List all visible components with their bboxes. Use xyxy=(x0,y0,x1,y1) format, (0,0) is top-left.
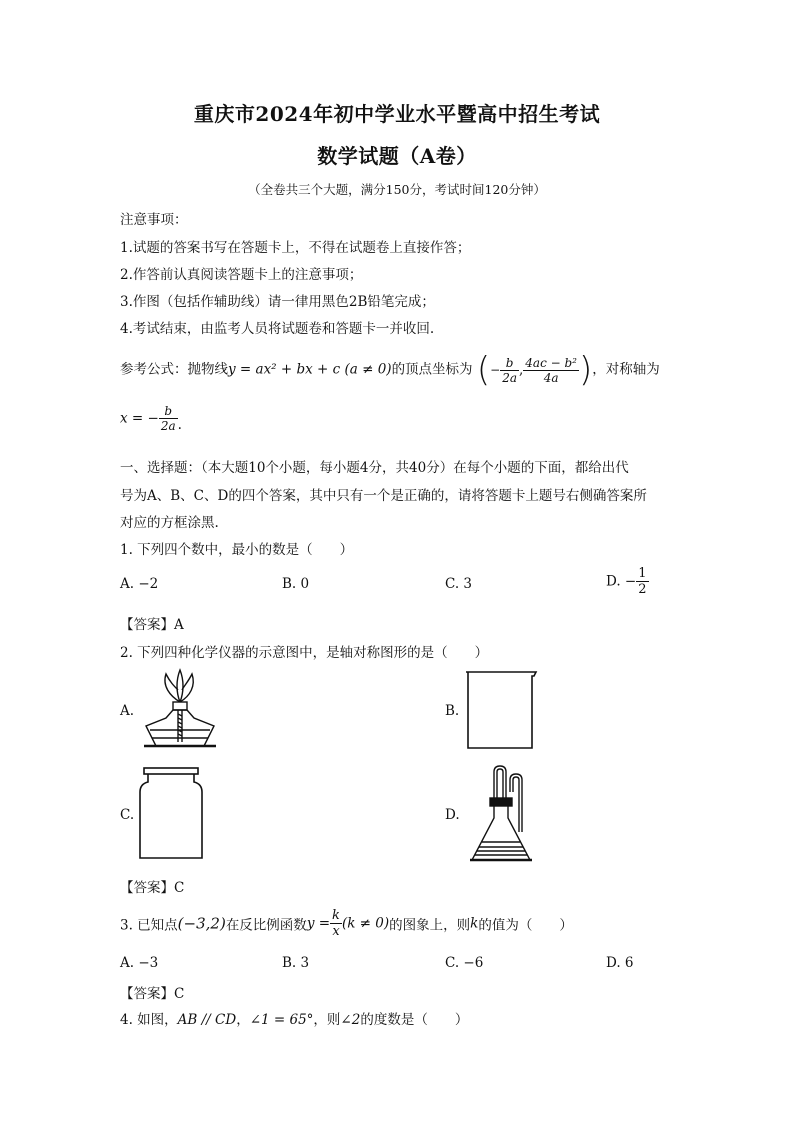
notes-heading: 注意事项： xyxy=(120,212,188,228)
axis-denominator: 2a xyxy=(160,419,176,433)
q1-option-a: A. −2 xyxy=(120,576,159,592)
axis-lhs: x = − xyxy=(120,410,159,427)
q3-option-b: B. 3 xyxy=(282,955,310,971)
q1-d-denominator: 2 xyxy=(638,582,647,597)
vertex-y-numerator: 4ac − b² xyxy=(525,355,577,370)
q2-option-b: B. xyxy=(445,703,460,719)
q1-option-b: B. 0 xyxy=(282,576,310,592)
q3-stem-c: 的图象上，则 xyxy=(389,917,471,934)
q2-option-a: A. xyxy=(120,703,135,719)
page-title: 重庆市2024年初中学业水平暨高中招生考试 xyxy=(193,102,601,126)
note-item-3: 3.作图（包括作辅助线）请一律用黑色2B铅笔完成； xyxy=(120,294,435,310)
q3-point: (−3,2) xyxy=(177,914,226,933)
reagent-bottle-icon xyxy=(136,766,206,862)
right-paren: ) xyxy=(578,350,593,390)
q1-answer: 【答案】A xyxy=(120,617,184,633)
section1-line1: 一、选择题：（本大题10个小题，每小题4分，共40分）在每个小题的下面，都给出代 xyxy=(120,460,629,476)
q3-answer: 【答案】C xyxy=(120,986,185,1002)
conical-flask-icon xyxy=(466,762,546,866)
vertex-x-numerator: b xyxy=(500,356,519,371)
left-paren: ( xyxy=(476,350,491,390)
vertex-x-denominator: 2a xyxy=(502,370,517,385)
q3-option-d: D. 6 xyxy=(606,955,634,971)
note-item-2: 2.作答前认真阅读答题卡上的注意事项； xyxy=(120,267,363,283)
q3-variable: k xyxy=(470,915,479,932)
parabola-equation: y = ax² + bx + c (a ≠ 0) xyxy=(228,361,392,378)
q2-option-c: C. xyxy=(120,807,135,823)
reference-formula: 参考公式：抛物线y = ax² + bx + c (a ≠ 0)的顶点坐标为 (− $\frac{b}{2a}$ , $\frac{\text{4ac − b²}}{4a}$ )，对称轴为 xyxy=(120,350,660,390)
q4-angle1: ∠1 = 65° xyxy=(249,1012,314,1028)
q3-func-denominator: x xyxy=(332,924,340,939)
q3-stem xyxy=(120,908,573,939)
q3-func-numerator: k xyxy=(332,908,340,923)
formula-mid: 的顶点坐标为 xyxy=(391,361,473,378)
q4-condition: AB // CD xyxy=(177,1012,237,1028)
q3-stem-b: 在反比例函数 xyxy=(225,917,307,934)
q1-option-d-label: D. − xyxy=(606,573,637,590)
q3-option-c: C. −6 xyxy=(445,955,484,971)
q1-stem: 1. 下列四个数中，最小的数是（ ） xyxy=(120,542,354,558)
q2-answer: 【答案】C xyxy=(120,880,185,896)
axis-numerator: b xyxy=(159,404,178,419)
q3-condition: (k ≠ 0) xyxy=(341,915,390,932)
axis-formula xyxy=(120,404,182,433)
q3-func-lhs: y = xyxy=(306,915,331,932)
alcohol-lamp-icon xyxy=(140,668,220,754)
q2-option-d: D. xyxy=(445,807,460,823)
section1-line3: 对应的方框涂黑. xyxy=(120,515,219,531)
q4-stem-a: 4. 如图， xyxy=(120,1012,178,1028)
formula-suffix: ，对称轴为 xyxy=(592,361,660,378)
note-item-4: 4.考试结束，由监考人员将试题卷和答题卡一并收回. xyxy=(120,321,435,337)
formula-prefix: 参考公式：抛物线 xyxy=(120,361,228,378)
q1-option-c: C. 3 xyxy=(445,576,473,592)
q4-stem xyxy=(120,1008,468,1028)
q3-stem-d: 的值为（ ） xyxy=(478,917,573,934)
q1-option-d xyxy=(606,566,649,597)
section1-line2: 号为A、B、C、D的四个答案，其中只有一个是正确的，请将答题卡上题号右侧确答案所 xyxy=(120,488,647,504)
vertex-y-denominator: 4a xyxy=(543,370,559,385)
q3-stem-a: 3. 已知点 xyxy=(120,917,178,934)
beaker-icon xyxy=(462,668,542,752)
axis-end: . xyxy=(177,417,182,433)
exam-info: （全卷共三个大题，满分150分，考试时间120分钟） xyxy=(248,182,546,197)
q4-angle2: ∠2 xyxy=(340,1012,361,1028)
note-item-1: 1.试题的答案书写在答题卡上，不得在试题卷上直接作答； xyxy=(120,240,471,256)
page-subtitle: 数学试题（A卷） xyxy=(317,144,477,168)
q4-stem-d: 的度数是（ ） xyxy=(360,1012,469,1028)
q4-stem-c: ，则 xyxy=(313,1012,341,1028)
q2-stem: 2. 下列四种化学仪器的示意图中，是轴对称图形的是（ ） xyxy=(120,645,489,661)
q1-d-numerator: 1 xyxy=(638,566,647,581)
q4-stem-b: ， xyxy=(236,1012,250,1028)
q3-option-a: A. −3 xyxy=(120,955,159,971)
